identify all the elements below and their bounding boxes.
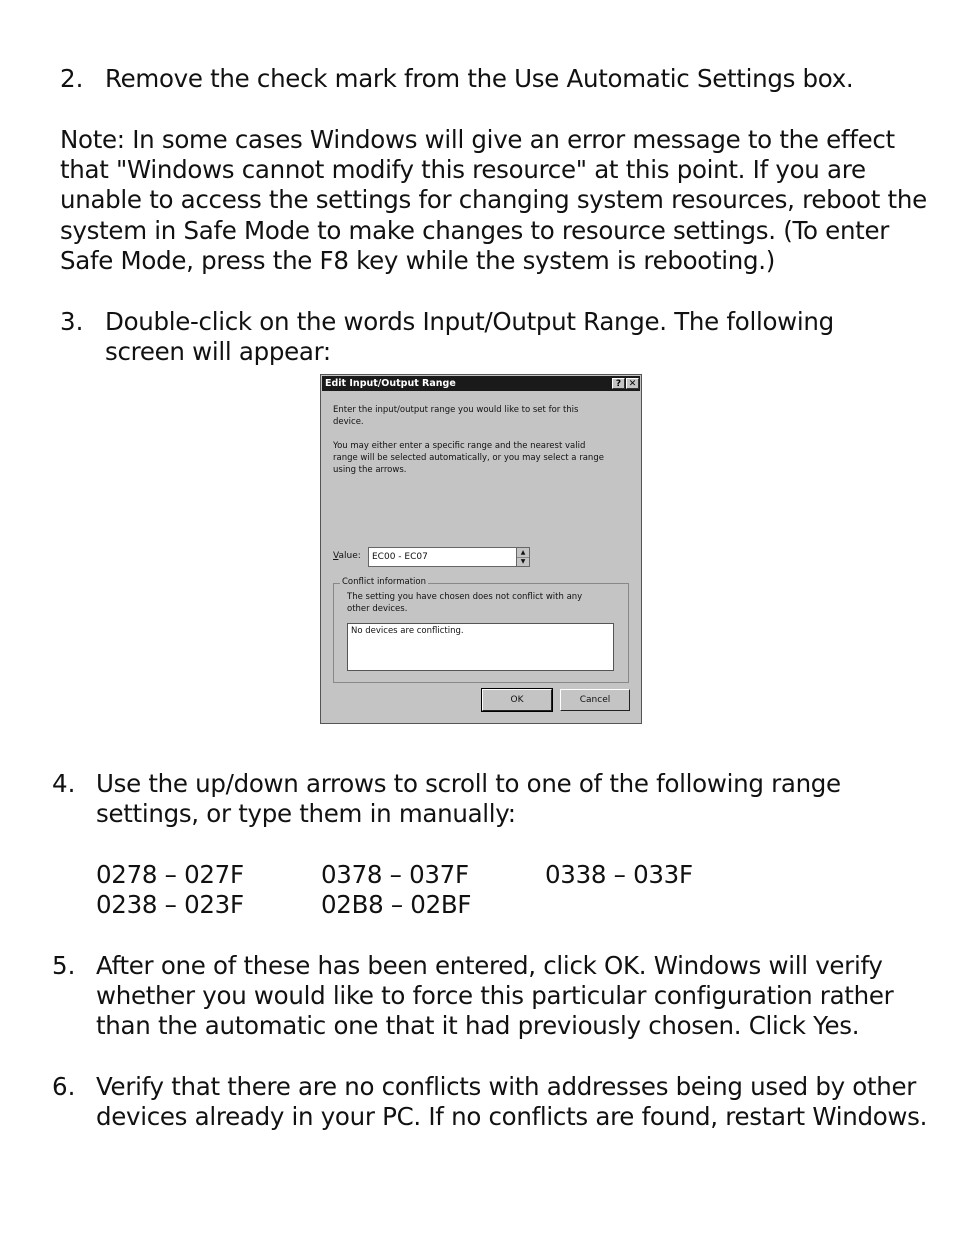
step-5-number: 5. xyxy=(52,951,76,980)
ok-button[interactable]: OK xyxy=(482,689,552,711)
conflict-information-legend: Conflict information xyxy=(342,577,427,587)
range-option: 0238 – 023F xyxy=(96,890,244,919)
step-5-line-3: than the automatic one that it had previously chosen. Click Yes. xyxy=(96,1011,860,1040)
help-icon[interactable]: ? xyxy=(612,378,625,389)
dialog-title-bar xyxy=(322,376,640,391)
step-4-number: 4. xyxy=(52,769,76,798)
step-3-line-1: Double-click on the words Input/Output Range. The following xyxy=(105,307,834,336)
dialog-title: Edit Input/Output Range xyxy=(325,378,456,389)
cancel-button[interactable]: Cancel xyxy=(560,689,630,711)
step-5-line-1: After one of these has been entered, click OK. Windows will verify xyxy=(96,951,883,980)
dialog-info-line-1: You may either enter a specific range and the nearest valid xyxy=(333,441,586,451)
note-line-3: unable to access the settings for changing system resources, reboot the xyxy=(60,185,927,214)
note-line-4: system in Safe Mode to make changes to resource settings. (To enter xyxy=(60,216,890,245)
step-4-line-1: Use the up/down arrows to scroll to one of the following range xyxy=(96,769,841,798)
value-input[interactable]: EC00 - EC07 xyxy=(368,547,530,567)
range-option: 0338 – 033F xyxy=(545,860,693,889)
conflict-message-line-1: The setting you have chosen does not conflict with any xyxy=(347,592,583,602)
note-line-1: Note: In some cases Windows will give an error message to the effect xyxy=(60,125,895,154)
note-line-5: Safe Mode, press the F8 key while the system is rebooting.) xyxy=(60,246,776,275)
conflict-message-line-2: other devices. xyxy=(347,604,408,614)
dialog-info-line-2: range will be selected automatically, or you may select a range xyxy=(333,453,604,463)
step-5-line-2: whether you would like to force this particular configuration rather xyxy=(96,981,894,1010)
step-6-line-1: Verify that there are no conflicts with addresses being used by other xyxy=(96,1072,917,1101)
dialog-intro-line-1: Enter the input/output range you would like to set for this xyxy=(333,405,579,415)
edit-io-range-dialog xyxy=(320,374,642,724)
value-label: Value: xyxy=(333,551,361,561)
step-2-number: 2. xyxy=(60,64,84,93)
step-3-line-2: screen will appear: xyxy=(105,337,331,366)
spin-up-arrow-icon[interactable]: ▲ xyxy=(517,548,529,558)
step-6-number: 6. xyxy=(52,1072,76,1101)
step-6-line-2: devices already in your PC. If no conflicts are found, restart Windows. xyxy=(96,1102,928,1131)
range-option: 0378 – 037F xyxy=(321,860,469,889)
step-4-line-2: settings, or type them in manually: xyxy=(96,799,516,828)
range-option: 02B8 – 02BF xyxy=(321,890,472,919)
spin-down-arrow-icon[interactable]: ▼ xyxy=(520,558,526,565)
step-3-number: 3. xyxy=(60,307,84,336)
dialog-intro-line-2: device. xyxy=(333,417,364,427)
dialog-info-line-3: using the arrows. xyxy=(333,465,407,475)
close-icon[interactable]: ✕ xyxy=(626,378,639,389)
range-option: 0278 – 027F xyxy=(96,860,244,889)
value-spinner[interactable] xyxy=(516,548,529,566)
note-line-2: that "Windows cannot modify this resource" at this point. If you are xyxy=(60,155,866,184)
step-2-text: Remove the check mark from the Use Automatic Settings box. xyxy=(105,64,854,93)
conflicting-devices-list[interactable]: No devices are conflicting. xyxy=(347,623,614,671)
